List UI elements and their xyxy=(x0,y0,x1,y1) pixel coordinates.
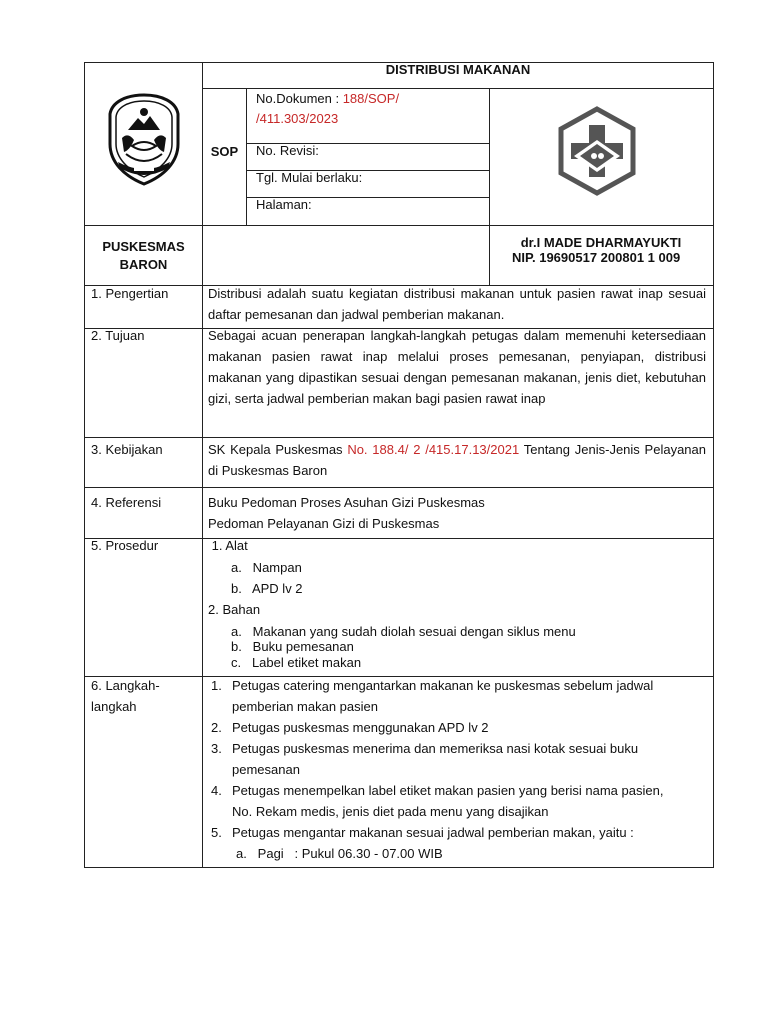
section-text-pengertian: Distribusi adalah suatu kegiatan distribusi makanan untuk pasien rawat inap sesuai daftar pemesanan dan jadwal pemberian makanan. xyxy=(208,286,706,322)
prosedur-alat-heading: 1. Alat xyxy=(208,538,248,553)
organization-name-line-1: PUSKESMAS xyxy=(102,239,185,254)
sop-label: SOP xyxy=(210,144,239,159)
section-label-pengertian: 1. Pengertian xyxy=(91,286,169,301)
section-label-langkah-line-2: langkah xyxy=(91,699,137,714)
referensi-item: Buku Pedoman Proses Asuhan Gizi Puskesmas xyxy=(208,495,485,510)
section-text-tujuan: Sebagai acuan penerapan langkah-langkah petugas dalam memenuhi ketersediaan makanan pasien rawat inap melalui proses pemesanan, penyiapan, distribusi makanan yang dipastikan sesuai dengan pemesanan makanan, jenis diet, kebutuhan gizi, serta jadwal pemberian makan bagi pasien rawat inap xyxy=(208,328,706,406)
organization-name xyxy=(85,238,202,274)
step-text: No. Rekam medis, jenis diet pada menu yang disajikan xyxy=(232,804,549,819)
start-date-label: Tgl. Mulai berlaku: xyxy=(256,170,363,185)
kebijakan-suffix: Tentang Jenis-Jenis Pelayanan di Puskesmas Baron xyxy=(208,442,706,478)
step-number: 5. xyxy=(211,825,222,840)
document-title: DISTRIBUSI MAKANAN xyxy=(385,62,531,77)
step-number: 2. xyxy=(211,720,222,735)
step-text: Petugas menempelkan label etiket makan pasien yang berisi nama pasien, xyxy=(232,783,664,798)
prosedur-bahan-item: a. Makanan yang sudah diolah sesuai dengan siklus menu xyxy=(231,624,576,639)
section-label-kebijakan: 3. Kebijakan xyxy=(91,442,163,457)
step-text: Petugas puskesmas menerima dan memeriksa nasi kotak sesuai buku xyxy=(232,741,639,756)
prosedur-alat-item: b. APD lv 2 xyxy=(231,581,303,596)
step-number: 1. xyxy=(211,678,222,693)
signer-block xyxy=(490,235,712,265)
revision-label: No. Revisi: xyxy=(256,143,319,158)
step-text: Petugas mengantar makanan sesuai jadwal pemberian makan, yaitu : xyxy=(232,825,634,840)
section-label-tujuan: 2. Tujuan xyxy=(91,328,145,343)
prosedur-bahan-heading: 2. Bahan xyxy=(208,602,261,617)
step-text: pemesanan xyxy=(232,762,300,777)
kebijakan-decree-number: No. 188.4/ 2 /415.17.13/2021 xyxy=(347,442,520,457)
prosedur-alat-item: a. Nampan xyxy=(231,560,302,575)
kebijakan-prefix: SK Kepala Puskesmas xyxy=(208,442,348,457)
prosedur-bahan-item: c. Label etiket makan xyxy=(231,655,362,670)
step-text: Petugas catering mengantarkan makanan ke puskesmas sebelum jadwal xyxy=(232,678,654,693)
page-label: Halaman: xyxy=(256,197,312,212)
puskesmas-logo-icon xyxy=(556,106,638,196)
document-number xyxy=(256,88,486,109)
section-label-langkah xyxy=(91,675,160,717)
step-text: pemberian makan pasien xyxy=(232,699,378,714)
step-number: 3. xyxy=(211,741,222,756)
section-label-langkah-line-1: 6. Langkah- xyxy=(91,678,160,693)
prosedur-bahan-item: b. Buku pemesanan xyxy=(231,639,354,654)
organization-name-line-2: BARON xyxy=(119,257,168,272)
signer-nip: NIP. 19690517 200801 1 009 xyxy=(512,250,681,265)
section-label-prosedur: 5. Prosedur xyxy=(91,538,159,553)
step-sub-item: a. Pagi : Pukul 06.30 - 07.00 WIB xyxy=(236,846,443,861)
signer-name: dr.I MADE DHARMAYUKTI xyxy=(520,235,682,250)
step-number: 4. xyxy=(211,783,222,798)
section-label-referensi: 4. Referensi xyxy=(91,495,162,510)
document-number-value: 188/SOP/ xyxy=(342,91,400,106)
referensi-item: Pedoman Pelayanan Gizi di Puskesmas xyxy=(208,516,440,531)
regency-emblem-icon xyxy=(104,92,184,188)
document-number-value-2: /411.303/2023 xyxy=(256,111,339,126)
document-number-label: No.Dokumen : xyxy=(256,91,343,106)
section-text-kebijakan xyxy=(208,439,706,481)
step-text: Petugas puskesmas menggunakan APD lv 2 xyxy=(232,720,489,735)
